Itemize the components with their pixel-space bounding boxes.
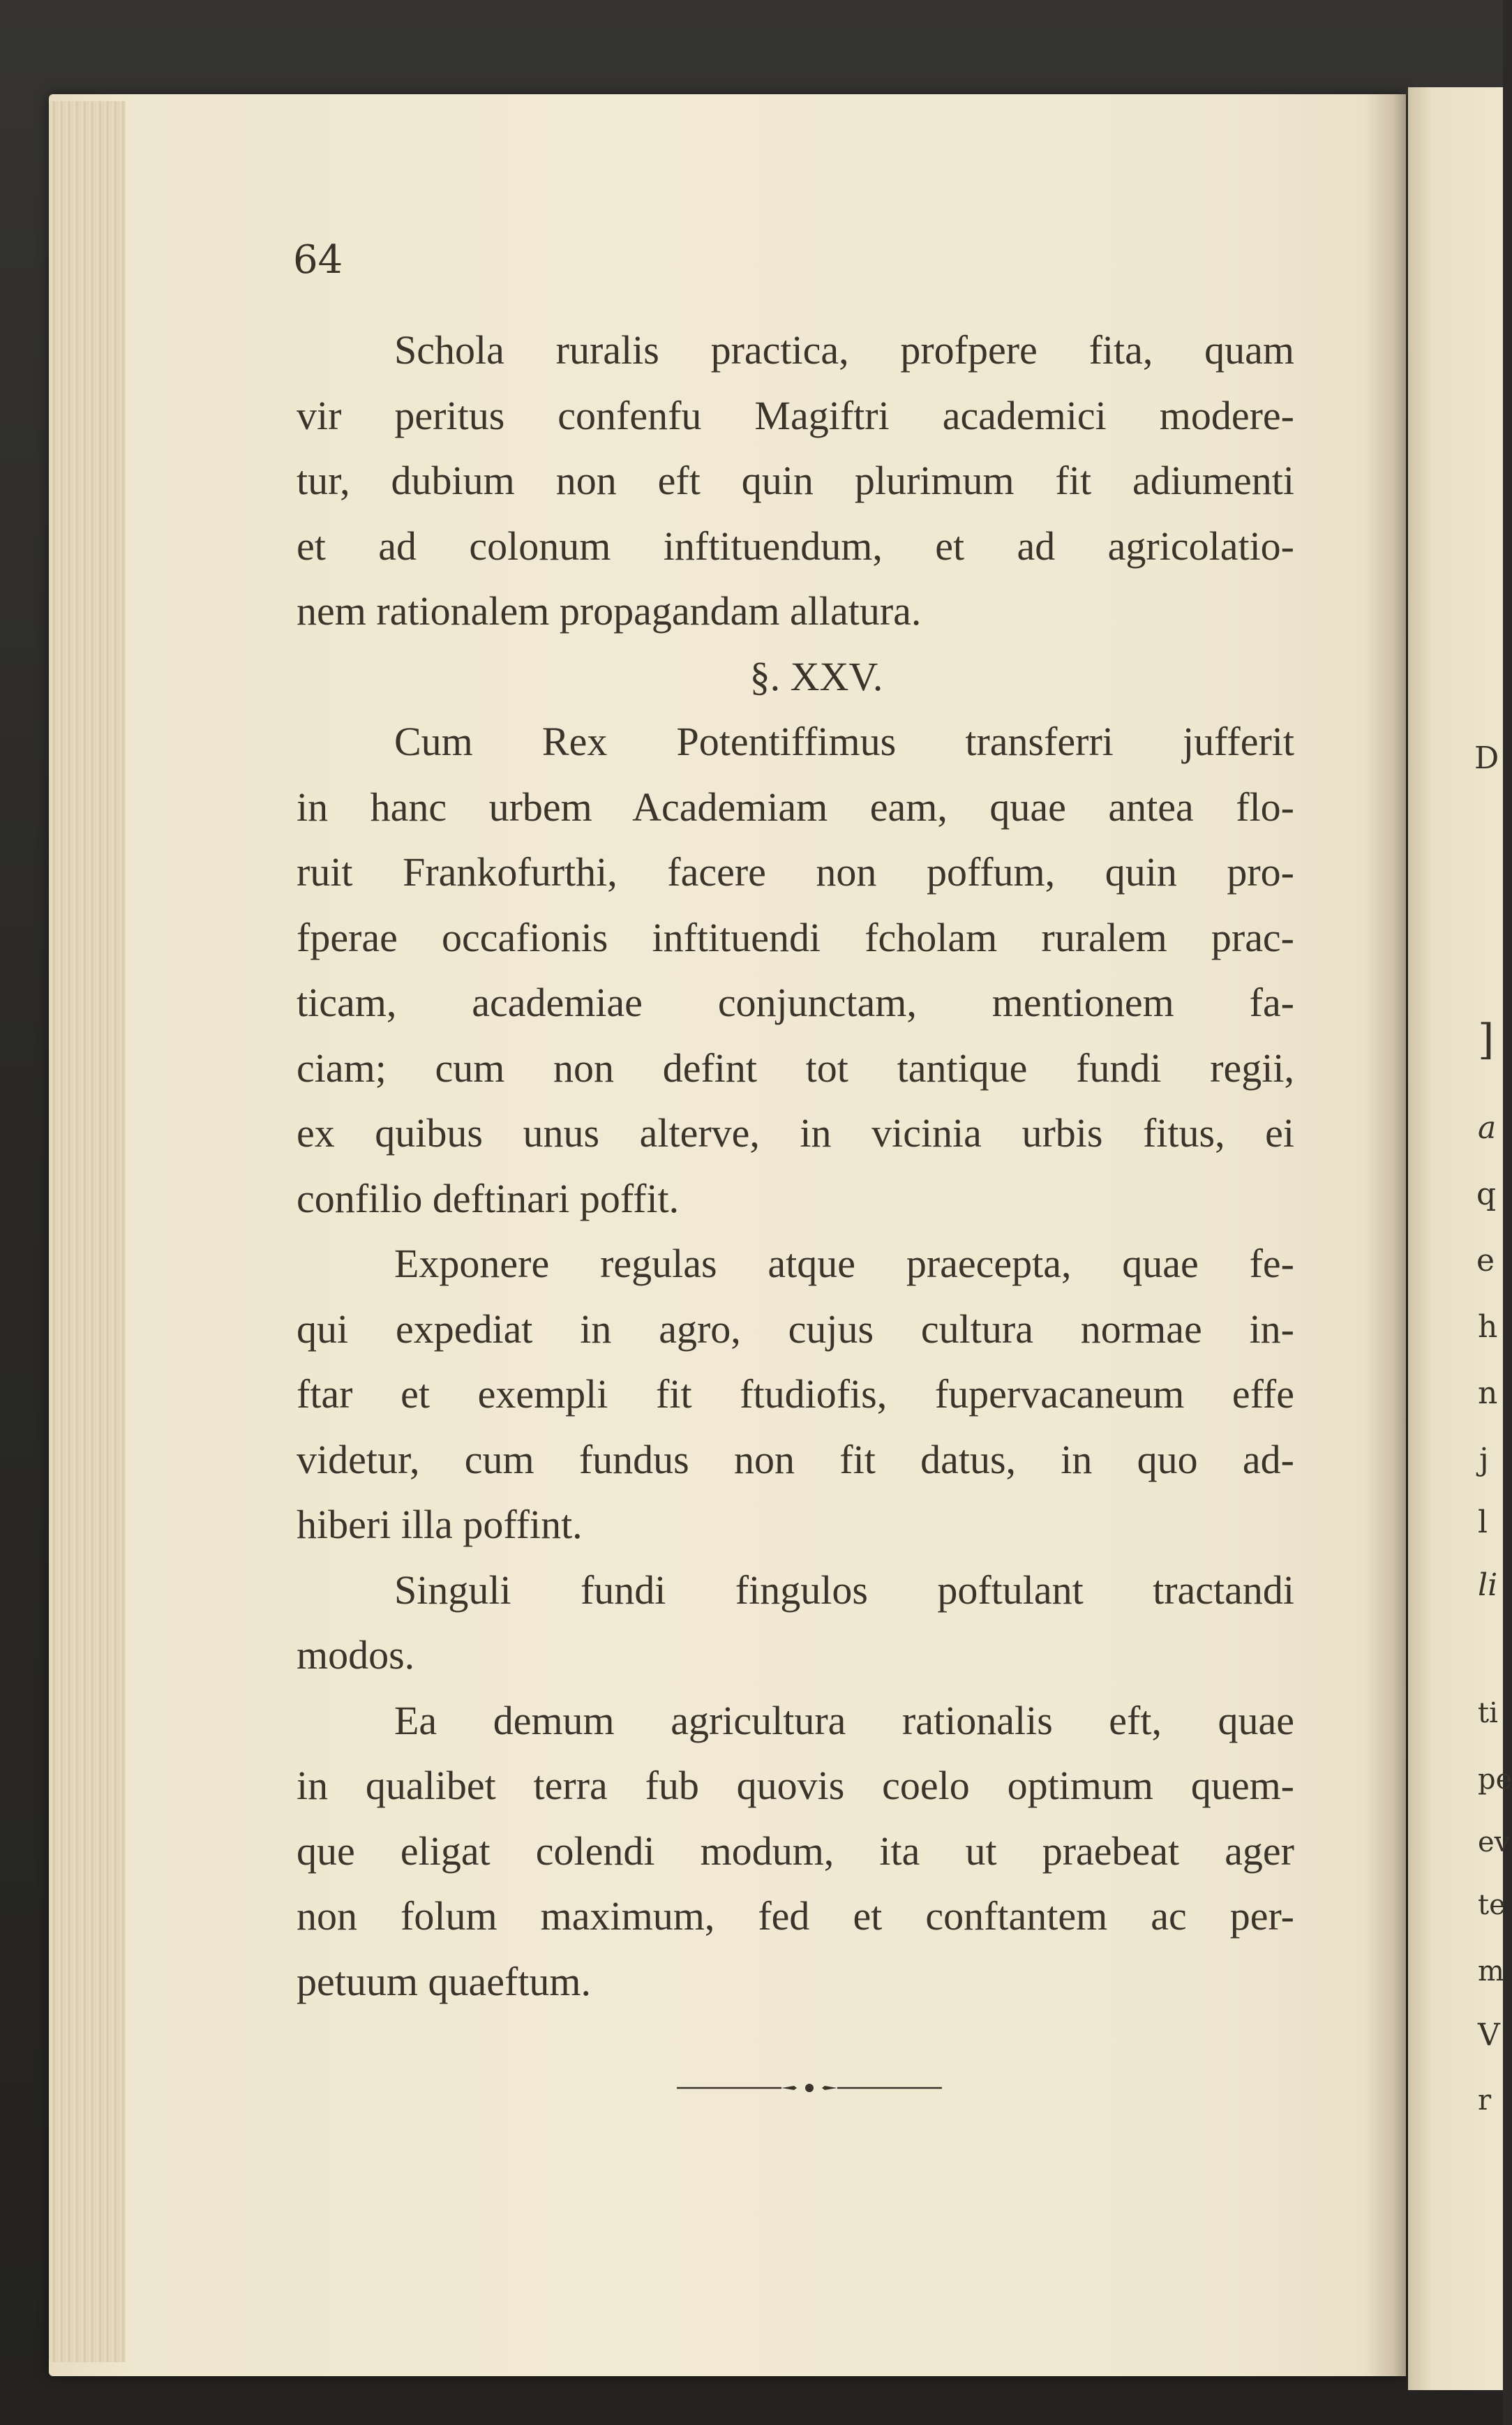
- section-heading: §. XXV.: [749, 653, 883, 699]
- facing-fragment: D: [1474, 740, 1499, 776]
- facing-fragment: a: [1478, 1110, 1497, 1146]
- text-line: qui expediat in agro, cujus cultura normae in-: [297, 1306, 1294, 1352]
- text-line: in hanc urbem Academiam eam, quae antea flo-: [297, 784, 1294, 830]
- text-line: Ea demum agricultura rationalis eft, quae: [394, 1697, 1294, 1743]
- facing-fragment: r: [1478, 2084, 1492, 2117]
- text-line: modos.: [297, 1632, 415, 1678]
- end-ornament: [677, 2080, 942, 2096]
- facing-fragment: n: [1478, 1375, 1498, 1411]
- text-line: ciam; cum non defint tot tantique fundi regii,: [297, 1045, 1294, 1091]
- ornament-flourish-left: [781, 2086, 797, 2090]
- text-line: fperae occafionis inftituendi fcholam ruralem prac-: [297, 914, 1294, 960]
- text-line: nem rationalem propagandam allatura.: [297, 588, 922, 634]
- text-line: et ad colonum inftituendum, et ad agricolatio-: [297, 523, 1294, 569]
- text-line: Singuli fundi fingulos poftulant tractandi: [394, 1567, 1294, 1613]
- facing-fragment: j: [1479, 1442, 1489, 1477]
- body-text: [297, 318, 1294, 2014]
- text-line: Cum Rex Potentiffimus transferri jufferit: [394, 719, 1294, 764]
- facing-fragment: ]: [1478, 1015, 1495, 1064]
- facing-page: [1408, 87, 1512, 2390]
- text-line: ex quibus unus alterve, in vicinia urbis fitus, ei: [297, 1110, 1294, 1156]
- facing-fragment: te: [1478, 1889, 1506, 1921]
- text-line: confilio deftinari poffit.: [297, 1175, 680, 1221]
- text-line: hiberi illa poffint.: [297, 1502, 583, 1547]
- facing-fragment: m: [1478, 1955, 1504, 1987]
- text-line: non folum maximum, fed et conftantem ac per-: [297, 1893, 1294, 1939]
- facing-fragment: li: [1478, 1567, 1498, 1603]
- text-line: tur, dubium non eft quin plurimum fit adiumenti: [297, 458, 1294, 503]
- facing-fragment: q: [1476, 1177, 1497, 1212]
- facing-fragment: ev: [1478, 1826, 1511, 1858]
- facing-fragment: e: [1476, 1243, 1495, 1278]
- facing-fragment: l: [1478, 1505, 1488, 1540]
- text-line: que eligat colendi modum, ita ut praebeat ager: [297, 1828, 1294, 1874]
- text-line: Schola ruralis practica, profpere fita, quam: [394, 327, 1294, 373]
- ornament-flourish-right: [822, 2086, 837, 2090]
- book-gutter-shadow: [1364, 94, 1406, 2376]
- facing-fragment: pe: [1478, 1763, 1512, 1796]
- text-line: in qualibet terra fub quovis coelo optimum quem-: [297, 1763, 1294, 1808]
- facing-fragment: V: [1478, 2017, 1500, 2053]
- text-line: ftar et exempli fit ftudiofis, fupervacaneum effe: [297, 1371, 1294, 1417]
- text-line: Exponere regulas atque praecepta, quae fe-: [394, 1241, 1294, 1286]
- text-line: ticam, academiae conjunctam, mentionem fa-: [297, 980, 1294, 1025]
- ornament-dot: [805, 2084, 814, 2092]
- text-line: ruit Frankofurthi, facere non poffum, quin pro-: [297, 849, 1294, 895]
- facing-fragment: h: [1478, 1309, 1498, 1345]
- facing-fragment: ti: [1478, 1697, 1498, 1729]
- text-line: vir peritus confenfu Magiftri academici modere-: [297, 392, 1294, 438]
- text-line: videtur, cum fundus non fit datus, in quo ad-: [297, 1436, 1294, 1482]
- page-number: 64: [293, 237, 343, 283]
- text-line: petuum quaeftum.: [297, 1958, 592, 2004]
- page-edges: [49, 101, 126, 2362]
